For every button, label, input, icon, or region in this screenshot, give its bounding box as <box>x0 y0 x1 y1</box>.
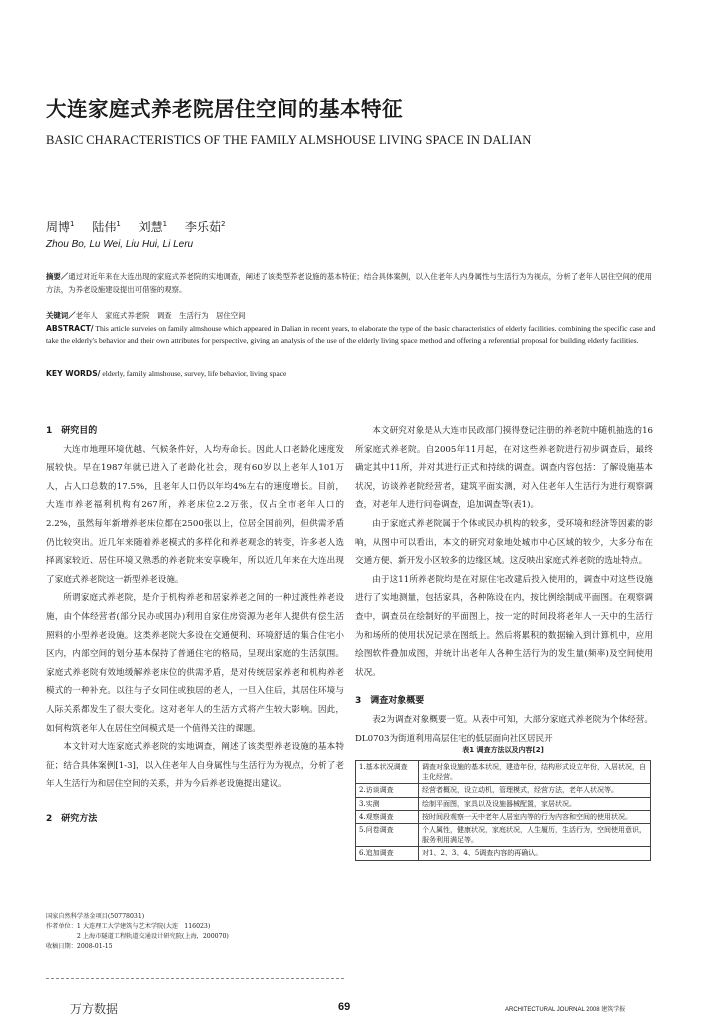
table-row <box>356 810 651 823</box>
right-column <box>355 422 653 748</box>
table-cell-key: 6.追加调查 <box>356 847 419 860</box>
left-column <box>46 422 344 828</box>
section-1-paragraph-3: 本文针对大连家庭式养老院的实地调查，阐述了该类型养老设施的基本特征；结合具体案例[1-3]，以入住老年人自身属性与生活行为为视点，分析了老年人生活行为和居住空间的关系，并为今后养老设施提出建议。 <box>46 742 344 790</box>
table-cell-key: 3.实测 <box>356 797 419 810</box>
abstract-en: ABSTRACT/ This article surveies on family almshouse which appeared in Dalian in recent years, to elaborate the type of the basic characteristics of elderly facilities. combining the specific case and take the elderly's behavior and their own attributes for perspective, giving an analysis of the use of the elderly living space method and offering a referential proposal for building elderly facilities. <box>46 324 656 345</box>
table-cell-value: 调查对象设施的基本状况，建造年份，结构形式设立年份，入居状况，自主化经营。 <box>419 761 651 784</box>
table-cell-key: 1.基本状况调查 <box>356 761 419 784</box>
footnote-received-date: 收稿日期：2008-01-15 <box>46 943 113 950</box>
author-2: 陆伟$^1$ <box>92 220 121 234</box>
author-1: 周博$^1$ <box>46 220 75 234</box>
section-1-paragraph-1: 大连市地理环境优越、气候条件好，人均寿命长。因此人口老龄化速度发展较快。早在1987年就已进入了老龄化社会，现有60岁以上老年人101万人，占人口总数的17.5%，且老年人口仍以年均4%左右的速度增长。目前，大连市养老福利机构有267所，养老床位2.2万张，仅占全市老年人口的2.2%，虽然每年新增养老床位都在2500张以上，位居全国前列，但供需矛盾仍比较突出。近几年来随着养老模式的多样化和养老观念的转变，许多老人选择离家较近、居住环境又熟悉的养老院来安享晚年，所以近几年来在大连出现了家庭式养老院这一新型养老设施。 <box>46 444 344 585</box>
journal-footer: ARCHITECTURAL JOURNAL 2008 建筑学报 <box>505 1007 626 1013</box>
section-2-paragraph-1-start <box>46 894 344 914</box>
keywords-en: KEY WORDS/ elderly, family almshouse, survey, life behavior, living space <box>46 369 287 378</box>
section-1-paragraph-2: 所谓家庭式养老院，是介于机构养老和居家养老之间的一种过渡性养老设施，由个体经营者(部分民办或国办)利用自家住房资源为老年人提供有偿生活照料的小型养老设施。这类养老院大多设在交通便利、环境舒适的集合住宅小区内，内部空间的划分基本保持了普通住宅的格局，呈现出家庭的生活氛围。家庭式养老院有效地缓解养老床位的供需矛盾，是对传统居家养老和机构养老模式的一种补充。以往与子女同住或独居的老人，一旦入住后，其居住环境与人际关系都发生了很大变化。这对老年人的生活方式将产生较大影响。因此，如何构筑老年人在居住空间模式是一个值得关注的课题。 <box>46 593 344 734</box>
table-cell-key: 2.访谈调查 <box>356 784 419 797</box>
section-1-heading: 1 研究目的 <box>46 426 98 436</box>
table-cell-key: 5.问卷调查 <box>356 824 419 847</box>
page-number: 69 <box>338 1001 351 1013</box>
footnote-affiliation-2: 2 上海市隧道工程轨道交通设计研究院(上海，200070) <box>46 933 229 940</box>
watermark: 万方数据 <box>70 1002 119 1016</box>
table-cell-value: 对1、2、3、4、5调查内容的再确认。 <box>419 847 651 860</box>
table-row <box>356 761 651 784</box>
table-cell-value: 绘制平面图，家具以及设施器械配置，家居状况。 <box>419 797 651 810</box>
table-caption: 表1 调查方法以及内容[2] <box>462 746 544 754</box>
table-cell-value: 经营者概况，设立动机，管理模式，经营方法，老年人状况等。 <box>419 784 651 797</box>
keywords-cn: 关键词／老年人 家庭式养老院 调查 生活行为 居住空间 <box>46 311 246 320</box>
section-2-paragraph-3: 由于这11所养老院均是在对原住宅改建后投入使用的，调查中对这些设施进行了实地测量，包括家具，各种陈设在内，按比例绘制成平面图。在观察调查中，调查员在绘制好的平面图上，按一定的时间段将老年人一天中的生活行为和场所的使用状况记录在图纸上。然后将累积的数据输入到计算机中，应用绘图软件叠加成图，并统计出老年人各种生活行为的发生量(频率)及空间使用状况。 <box>355 574 653 678</box>
authors-english: Zhou Bo, Lu Wei, Liu Hui, Li Leru <box>46 239 194 250</box>
article-subtitle: BASIC CHARACTERISTICS OF THE FAMILY ALMSHOUSE LIVING SPACE IN DALIAN <box>46 133 532 147</box>
section-2-heading: 2 研究方法 <box>46 813 98 824</box>
abstract-cn: 摘要／通过对近年来在大连出现的家庭式养老院的实地调查，阐述了该类型养老设施的基本特征；结合具体案例，以入住老年人内身属性与生活行为为视点，分析了老年人居住空间的使用方法，为养老设施建设提出可借鉴的观察。 <box>46 272 653 294</box>
footnote-affiliation-1: 作者单位：1 大连理工大学建筑与艺术学院(大连 116023) <box>46 923 211 930</box>
table-row <box>356 824 651 847</box>
table-row <box>356 784 651 797</box>
section-2-paragraph-1: 本文研究对象是从大连市民政部门摸得登记注册的养老院中随机抽选的16所家庭式养老院。自2005年11月起，在对这些养老院进行初步调查后，最终确定其中11所，并对其进行正式和持续的调查。调查内容包括：了解设施基本状况，访谈养老院经营者，建筑平面实测，对入住老年人生活行为进行观察调查，对老年人进行问卷调查，追加调查等(表1)。 <box>355 426 653 511</box>
author-3: 刘慧$^1$ <box>138 220 168 234</box>
section-3-heading: 3 调查对象概要 <box>355 696 425 707</box>
table-row <box>356 797 651 810</box>
section-2-paragraph-2: 由于家庭式养老院属于个体或民办机构的较多，受环境和经济等因素的影响，从图中可以看出，本文的研究对象地处城市中心区域的较少，大多分布在交通方便、新开发小区较多的边缘区域。这反映出家庭式养老院的选址特点。 <box>355 518 653 567</box>
section-3-paragraph-1: 表2为调查对象概要一览。从表中可知，大部分家庭式养老院为个体经营。DL0703为街道利用高层住宅的低层面向社区居民开 <box>355 714 653 744</box>
authors-chinese <box>46 218 225 235</box>
survey-methods-table <box>355 760 651 861</box>
author-4: 李乐茹$^2$ <box>184 220 226 234</box>
table-cell-value: 按时间段观察一天中老年人居室内等的行为内容和空间的使用状况。 <box>419 810 651 823</box>
article-title: 大连家庭式养老院居住空间的基本特征 <box>46 97 403 121</box>
table-cell-value: 个人属性，健康状况，家庭状况，人生履历，生活行为，空间使用意识，服务利用满足等。 <box>419 824 651 847</box>
footnote-divider <box>46 978 344 979</box>
table-cell-key: 4.观察调查 <box>356 810 419 823</box>
table-row <box>356 847 651 860</box>
footnote-fund: 国家自然科学基金项目(50778031) <box>46 913 145 920</box>
